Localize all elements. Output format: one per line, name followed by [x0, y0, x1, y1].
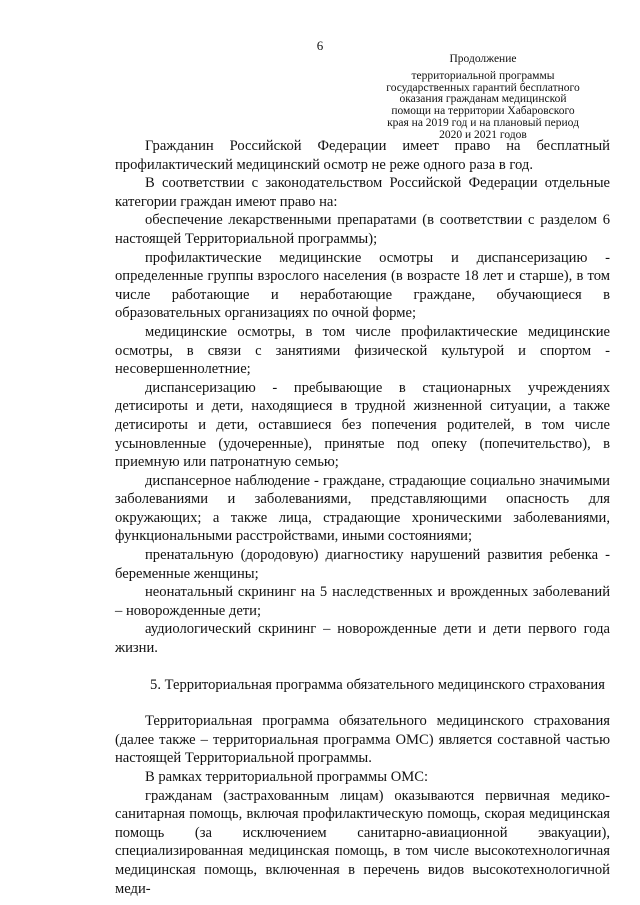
paragraph: неонатальный скрининг на 5 наследственных и врожденных заболеваний – новорожденные дети; [115, 584, 610, 619]
section-title: 5. Территориальная программа обязательного медицинского страхования [150, 676, 605, 693]
paragraph: Территориальная программа обязательного медицинского страхования (далее также – территориальная программа ОМС) является составной частью настоящей Территориальной программы. [115, 713, 610, 767]
paragraph: профилактические медицинские осмотры и диспансеризацию - определенные группы взрослого населения (в возрасте 18 лет и старше), в том числе работающие и неработающие граждане, обучающиеся в образовательных организациях по очной форме; [115, 249, 610, 322]
header-continuation: Продолжение [449, 53, 517, 65]
header-line: помощи на территории Хабаровского [391, 105, 575, 118]
header-line: 2020 и 2021 годов [439, 128, 527, 141]
paragraph: гражданам (застрахованным лицам) оказываются первичная медико-санитарная помощь, включая профилактическую помощь, скорая медицинская помощь (за исключением санитарно-авиационной эвакуации), специализированная медицинская помощь, в том числе высокотехнологичная медицинская помощь, включенная в перечень видов высокотехнологичной меди- [115, 787, 610, 897]
header-line: государственных гарантий бесплатного [386, 81, 580, 94]
header-line: территориальной программы [411, 69, 555, 82]
paragraph: аудиологический скрининг – новорожденные дети и дети первого года жизни. [115, 621, 610, 657]
document-body [115, 137, 610, 898]
paragraph: диспансерное наблюдение - граждане, страдающие социально значимыми заболеваниями и заболеваниями, представляющими опасность для окружающих; а также лица, страдающие хроническими заболеваниями, функциональными расстройствами, иными состояниями; [115, 472, 610, 545]
paragraph: В соответствии с законодательством Российской Федерации отдельные категории граждан имеют право на: [115, 175, 610, 210]
paragraph: В рамках территориальной программы ОМС: [145, 769, 429, 785]
paragraph: медицинские осмотры, в том числе профилактические медицинские осмотры, в связи с занятиями физической культурой и спортом - несовершеннолетние; [115, 323, 610, 378]
page-number: 6 [316, 38, 324, 53]
document-header [360, 54, 606, 142]
paragraph: пренатальную (дородовую) диагностику нарушений развития ребенка - беременные женщины; [115, 547, 610, 582]
paragraph: Гражданин Российской Федерации имеет право на бесплатный профилактический медицинский осмотр не реже одного раза в год. [115, 138, 610, 173]
paragraph: диспансеризацию - пребывающие в стационарных учреждениях детисироты и дети, находящиеся в трудной жизненной ситуации, а также детисироты и дети, оставшиеся без попечения родителей, в том числе усыновленные (удочеренные), принятые под опеку (попечительство), в приемную или патронатную семью; [115, 379, 610, 471]
header-line: края на 2019 год и на плановый период [387, 116, 579, 129]
paragraph: обеспечение лекарственными препаратами (в соответствии с разделом 6 настоящей Территориальной программы); [115, 212, 610, 247]
header-line: оказания гражданам медицинской [399, 93, 567, 106]
